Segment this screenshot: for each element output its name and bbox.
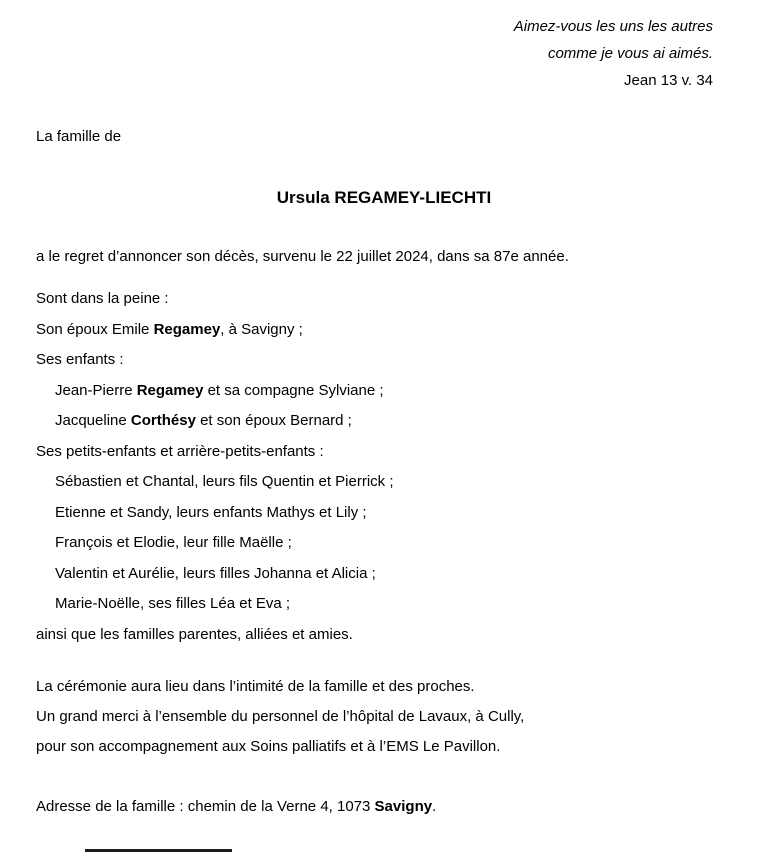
- mourner-line: Ses enfants :: [36, 351, 124, 368]
- quote-line-1: Aimez-vous les uns les autres: [513, 18, 713, 35]
- deceased-name: Ursula REGAMEY-LIECHTI: [276, 188, 492, 207]
- mourner-line: Son époux Emile Regamey, à Savigny ;: [36, 320, 303, 338]
- mourner-line: François et Elodie, leur fille Maëlle ;: [55, 534, 292, 551]
- mourner-line: Valentin et Aurélie, leurs filles Johanna et Alicia ;: [55, 564, 376, 582]
- closing-line: Un grand merci à l’ensemble du personnel de l’hôpital de Lavaux, à Cully,: [36, 708, 525, 725]
- closing-line: pour son accompagnement aux Soins palliatifs et à l’EMS Le Pavillon.: [36, 738, 501, 755]
- intro-line: La famille de: [36, 128, 122, 145]
- mourner-line: Ses petits-enfants et arrière-petits-enfants :: [36, 442, 324, 460]
- closing-lines: [36, 672, 728, 762]
- bible-quote: [514, 13, 713, 94]
- mourner-line: ainsi que les familles parentes, alliées et amies.: [36, 625, 353, 643]
- quote-reference: Jean 13 v. 34: [624, 72, 713, 89]
- announcement-line: a le regret d’annoncer son décès, survenu le 22 juillet 2024, dans sa 87e année.: [36, 248, 569, 265]
- closing-line: La cérémonie aura lieu dans l’intimité de la famille et des proches.: [36, 678, 475, 695]
- mourner-line: Sébastien et Chantal, leurs fils Quentin et Pierrick ;: [55, 473, 394, 490]
- mourner-line: Jacqueline Corthésy et son époux Bernard ;: [55, 412, 352, 429]
- mourner-line: Jean-Pierre Regamey et sa compagne Sylviane ;: [55, 381, 384, 399]
- family-address-line: Adresse de la famille : chemin de la Verne 4, 1073 Savigny.: [36, 798, 437, 815]
- mourner-line: Marie-Noëlle, ses filles Léa et Eva ;: [55, 595, 291, 612]
- quote-line-2: comme je vous ai aimés.: [547, 45, 713, 62]
- mourner-line: Etienne et Sandy, leurs enfants Mathys et Lily ;: [55, 503, 367, 521]
- mourners-lines: [36, 284, 728, 650]
- mourner-line: Sont dans la peine :: [36, 290, 169, 307]
